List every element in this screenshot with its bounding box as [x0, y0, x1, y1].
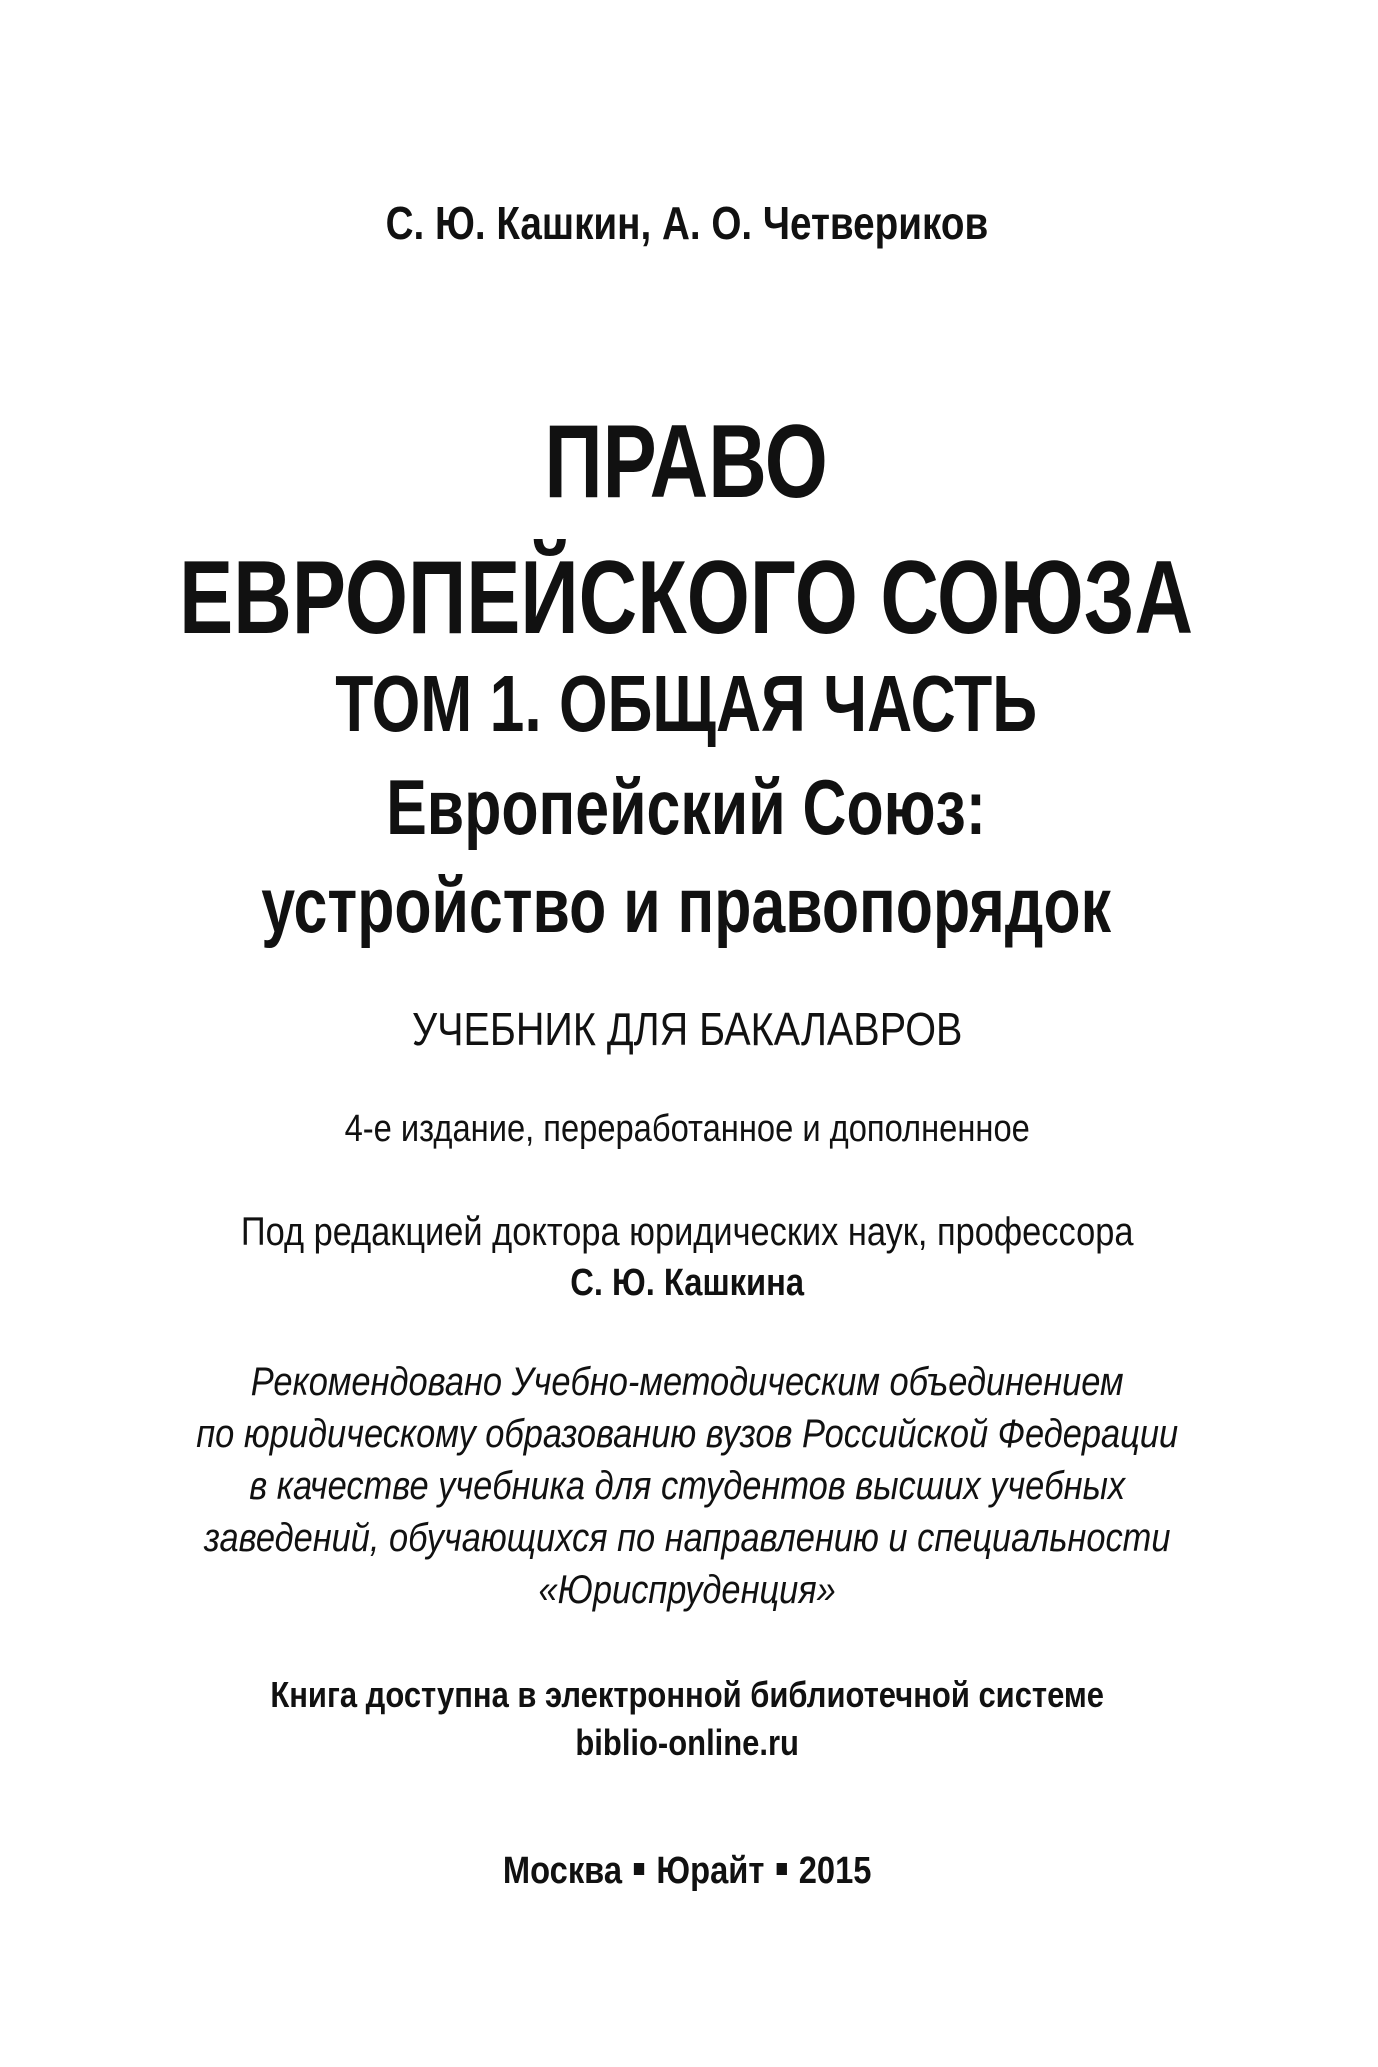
volume-title: ТОМ 1. ОБЩАЯ ЧАСТЬ — [335, 659, 1038, 748]
recommendation-line: заведений, обучающихся по направлению и специальности — [203, 1516, 1171, 1560]
separator-square-icon — [634, 1863, 644, 1875]
edition-note: 4-е издание, переработанное и дополненное — [344, 1108, 1030, 1150]
book-title-line-1: ПРАВО — [544, 404, 828, 520]
imprint-year: 2015 — [798, 1850, 872, 1892]
book-genre: УЧЕБНИК ДЛЯ БАКАЛАВРОВ — [411, 1003, 963, 1055]
recommendation-line: «Юриспруденция» — [538, 1568, 836, 1612]
separator-square-icon — [776, 1863, 786, 1875]
recommendation-line: по юридическому образованию вузов Российской Федерации — [196, 1412, 1179, 1456]
ebs-availability-note: Книга доступна в электронной библиотечной системе — [270, 1674, 1105, 1715]
imprint-publisher: Юрайт — [656, 1850, 765, 1892]
editor-name: С. Ю. Кашкина — [570, 1262, 805, 1304]
imprint-city: Москва — [502, 1850, 623, 1892]
recommendation-line: в качестве учебника для студентов высших учебных — [249, 1464, 1126, 1508]
subtitle-line-1: Европейский Союз: — [386, 763, 987, 851]
editor-credit: Под редакцией доктора юридических наук, профессора — [240, 1210, 1134, 1254]
imprint — [95, 1850, 1280, 1893]
recommendation-line: Рекомендовано Учебно-методическим объединением — [250, 1360, 1124, 1404]
ebs-site: biblio-online.ru — [575, 1722, 799, 1763]
authors: С. Ю. Кашкин, А. О. Четвериков — [385, 197, 989, 249]
subtitle-line-2: устройство и правопорядок — [261, 861, 1112, 949]
book-title-line-2: ЕВРОПЕЙСКОГО СОЮЗА — [179, 540, 1194, 656]
